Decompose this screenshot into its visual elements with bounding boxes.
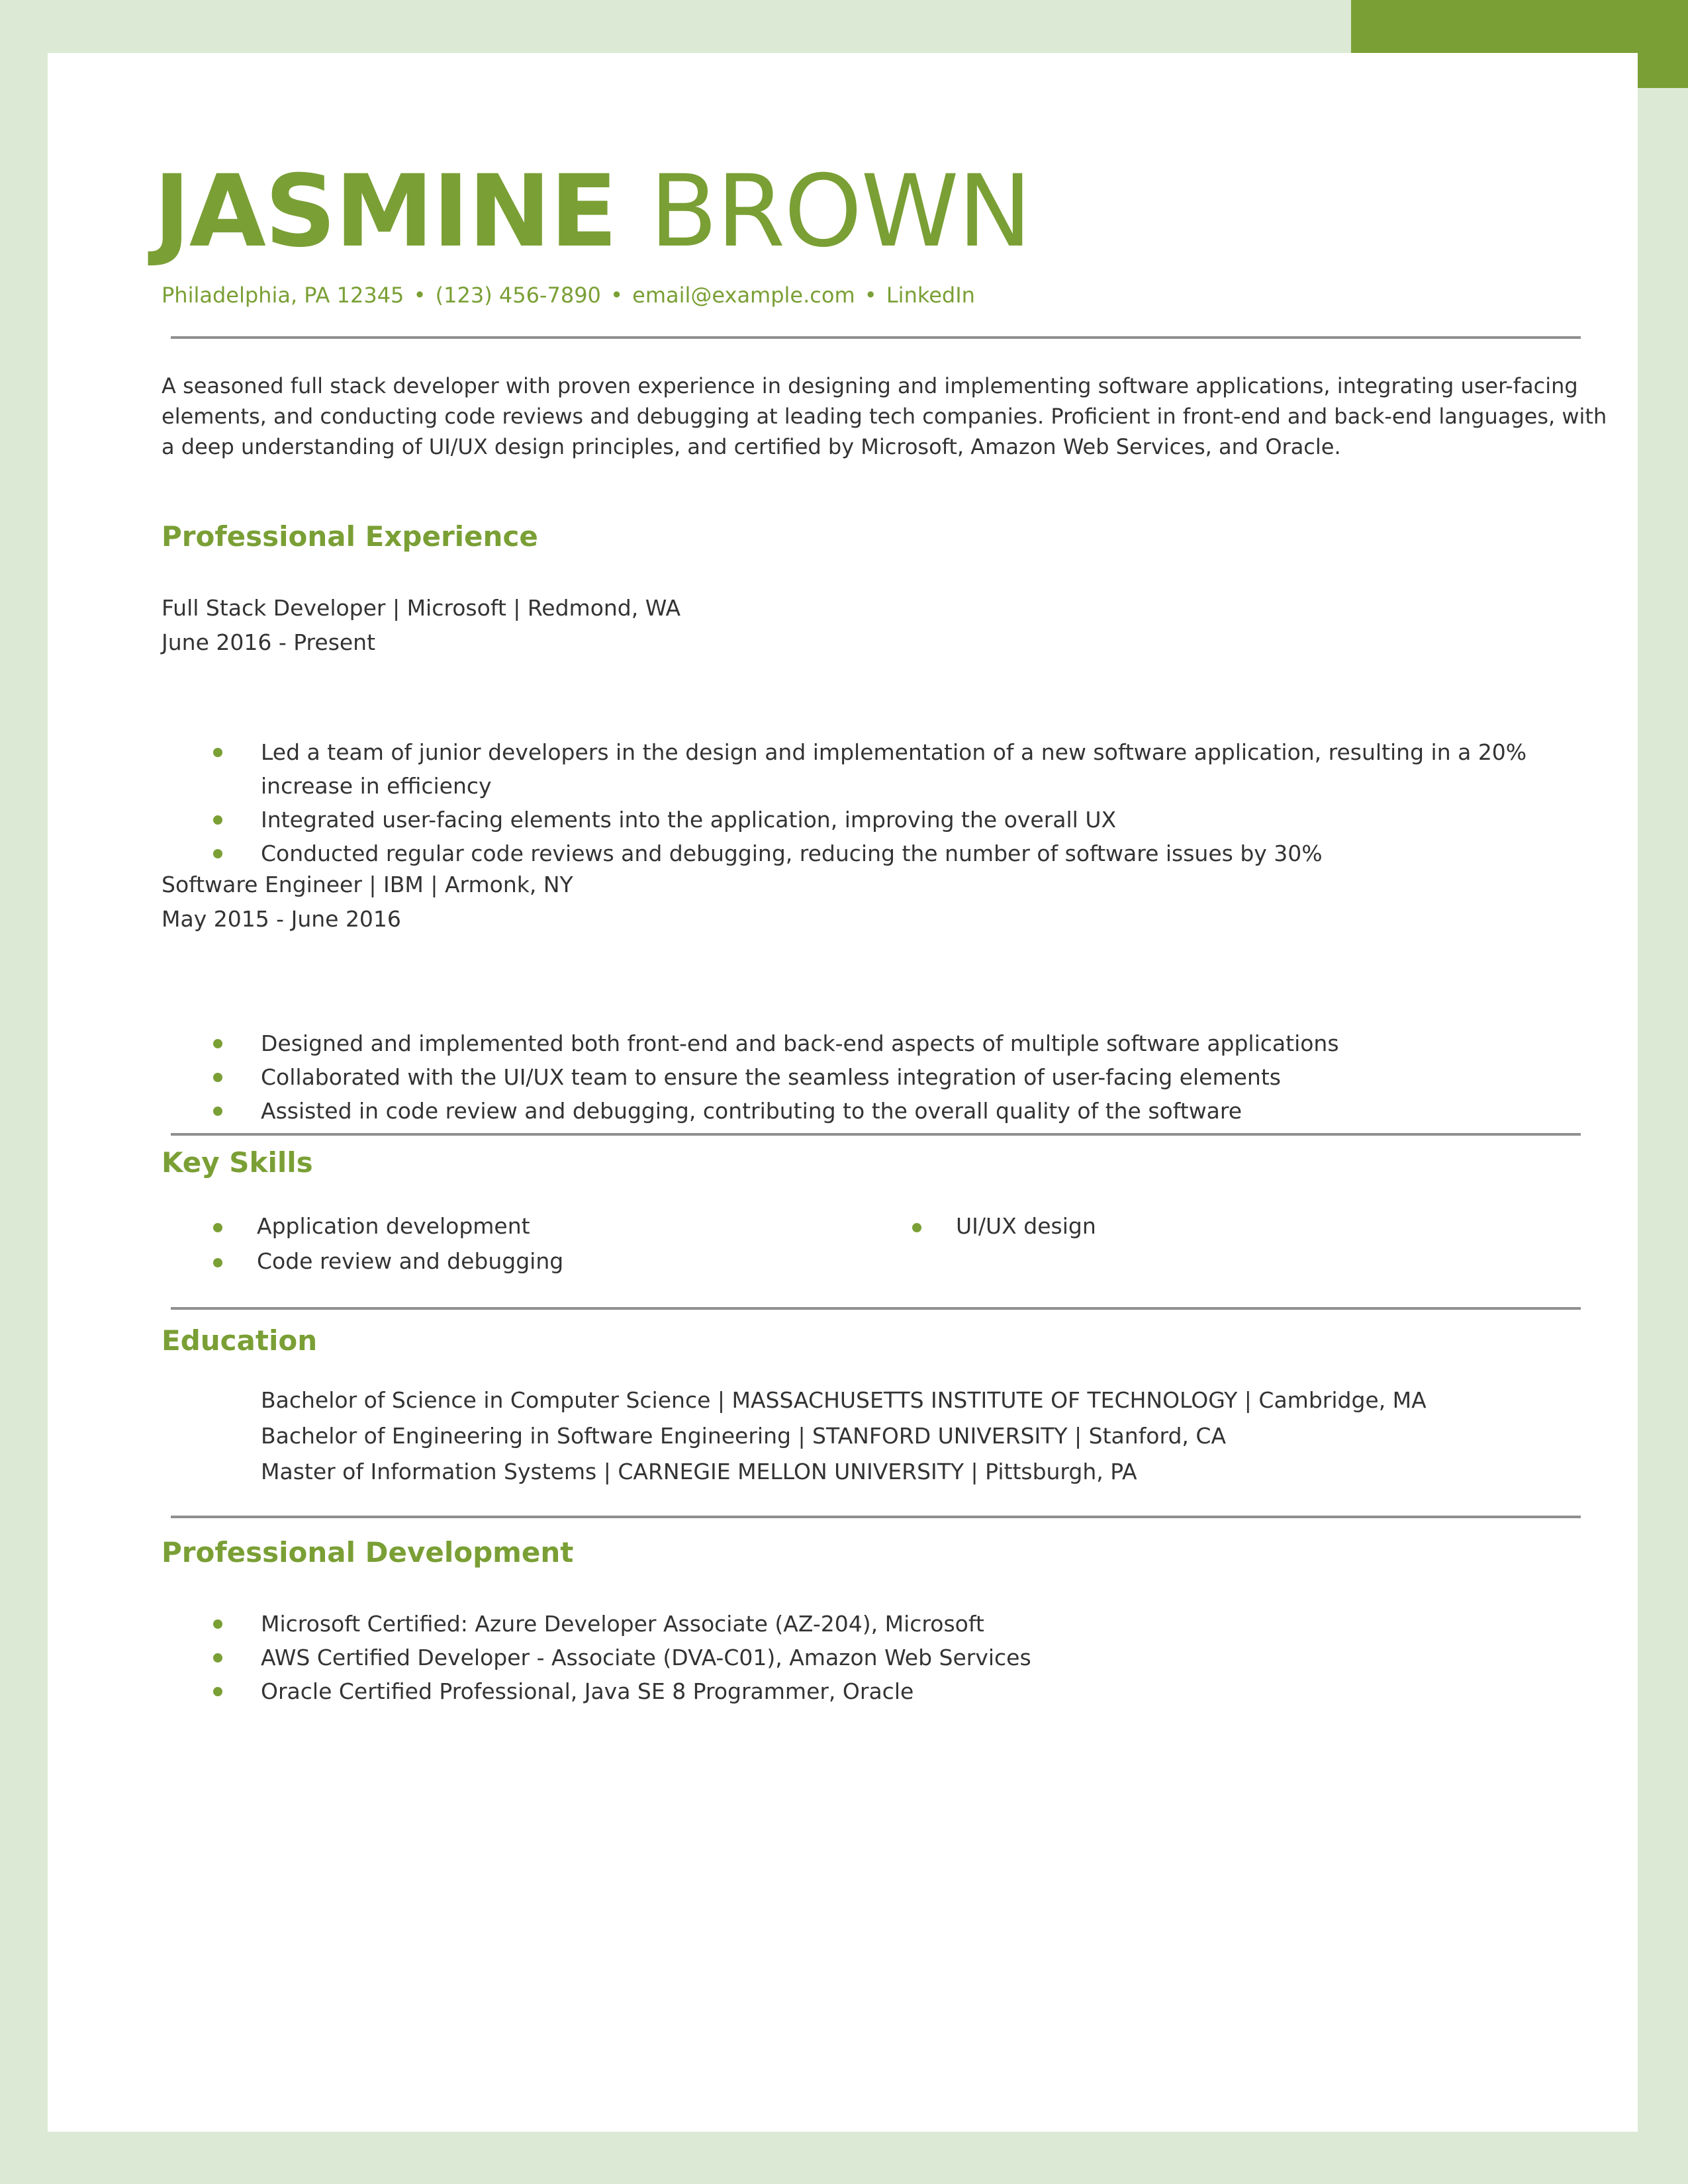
- bullet-dot-icon: [912, 1223, 921, 1232]
- skill-text: Application development: [257, 1213, 530, 1239]
- skill-item: [257, 1213, 530, 1239]
- contact-separator: •: [864, 283, 877, 308]
- resume-name: [154, 154, 1031, 269]
- bullet-dot-icon: [213, 1039, 222, 1048]
- divider-skills: [171, 1133, 1581, 1136]
- skill-item: [956, 1213, 1096, 1239]
- bullet-dot-icon: [213, 1107, 222, 1116]
- list-item: [162, 1060, 1618, 1094]
- first-name: JASMINE: [154, 154, 617, 269]
- bullet-dot-icon: [213, 748, 222, 757]
- bullet-text: Collaborated with the UI/UX team to ensure the seamless integration of user-facing elements: [261, 1064, 1281, 1090]
- section-title-experience: Professional Experience: [162, 520, 538, 553]
- list-item: [162, 1607, 1618, 1641]
- education-item: Bachelor of Science in Computer Science | MASSACHUSETTS INSTITUTE OF TECHNOLOGY | Cambridge, MA: [261, 1387, 1427, 1413]
- divider-education: [171, 1307, 1581, 1310]
- bullet-text: Designed and implemented both front-end and back-end aspects of multiple software applications: [261, 1030, 1339, 1056]
- job-bullets: [162, 735, 1618, 870]
- skill-item: [257, 1248, 563, 1274]
- skill-text: UI/UX design: [956, 1213, 1096, 1239]
- list-item: [162, 1026, 1618, 1060]
- resume-page: [48, 53, 1638, 2132]
- section-title-development: Professional Development: [162, 1536, 574, 1569]
- job-heading: Software Engineer | IBM | Armonk, NY: [162, 872, 573, 897]
- bullet-text: Microsoft Certified: Azure Developer Associate (AZ-204), Microsoft: [261, 1611, 984, 1637]
- bullet-text: Conducted regular code reviews and debugging, reducing the number of software issues by 30%: [261, 841, 1323, 866]
- bullet-text: Assisted in code review and debugging, contributing to the overall quality of the software: [261, 1098, 1243, 1124]
- job-heading: Full Stack Developer | Microsoft | Redmond, WA: [162, 595, 681, 621]
- bullet-text: Led a team of junior developers in the design and implementation of a new software application, resulting in a 20% increase in efficiency: [261, 739, 1527, 799]
- contact-separator: •: [413, 283, 426, 308]
- bullet-text: Integrated user-facing elements into the application, improving the overall UX: [261, 807, 1117, 833]
- job-dates: June 2016 - Present: [162, 629, 376, 655]
- last-name: BROWN: [649, 154, 1031, 269]
- job-dates: May 2015 - June 2016: [162, 906, 401, 932]
- list-item: [162, 803, 1618, 837]
- contact-location: Philadelphia, PA 12345: [162, 283, 404, 308]
- bullet-dot-icon: [213, 1223, 222, 1232]
- bullet-text: AWS Certified Developer - Associate (DVA-C01), Amazon Web Services: [261, 1645, 1031, 1670]
- divider-development: [171, 1516, 1581, 1518]
- list-item: [162, 1641, 1618, 1674]
- bullet-dot-icon: [213, 1258, 222, 1267]
- bullet-dot-icon: [213, 1687, 222, 1696]
- contact-linkedin[interactable]: LinkedIn: [886, 283, 975, 308]
- development-bullets: [162, 1607, 1618, 1708]
- bullet-dot-icon: [213, 1619, 222, 1629]
- bullet-dot-icon: [213, 815, 222, 825]
- contact-email[interactable]: email@example.com: [632, 283, 855, 308]
- contact-separator: •: [610, 283, 623, 308]
- contact-phone: (123) 456-7890: [435, 283, 601, 308]
- divider-header: [171, 336, 1581, 339]
- bullet-dot-icon: [213, 849, 222, 858]
- education-item: Master of Information Systems | CARNEGIE MELLON UNIVERSITY | Pittsburgh, PA: [261, 1459, 1137, 1484]
- contact-line: [162, 283, 975, 308]
- bullet-text: Oracle Certified Professional, Java SE 8 Programmer, Oracle: [261, 1678, 914, 1704]
- bullet-dot-icon: [213, 1073, 222, 1082]
- section-title-education: Education: [162, 1324, 318, 1357]
- section-title-skills: Key Skills: [162, 1146, 313, 1179]
- bullet-dot-icon: [213, 1653, 222, 1662]
- job-bullets: [162, 1026, 1618, 1128]
- list-item: [162, 1674, 1618, 1708]
- education-item: Bachelor of Engineering in Software Engineering | STANFORD UNIVERSITY | Stanford, CA: [261, 1423, 1227, 1449]
- summary-paragraph: A seasoned full stack developer with proven experience in designing and implementing software applications, integrating user-facing elements, and conducting code reviews and debugging at leading tech companies. Proficient in front-end and back-end languages, with a deep understanding of UI/UX design principles, and certified by Microsoft, Amazon Web Services, and Oracle.: [162, 373, 1607, 459]
- list-item: [162, 1094, 1618, 1128]
- skill-text: Code review and debugging: [257, 1248, 564, 1274]
- list-item: [162, 735, 1618, 803]
- list-item: [162, 837, 1618, 870]
